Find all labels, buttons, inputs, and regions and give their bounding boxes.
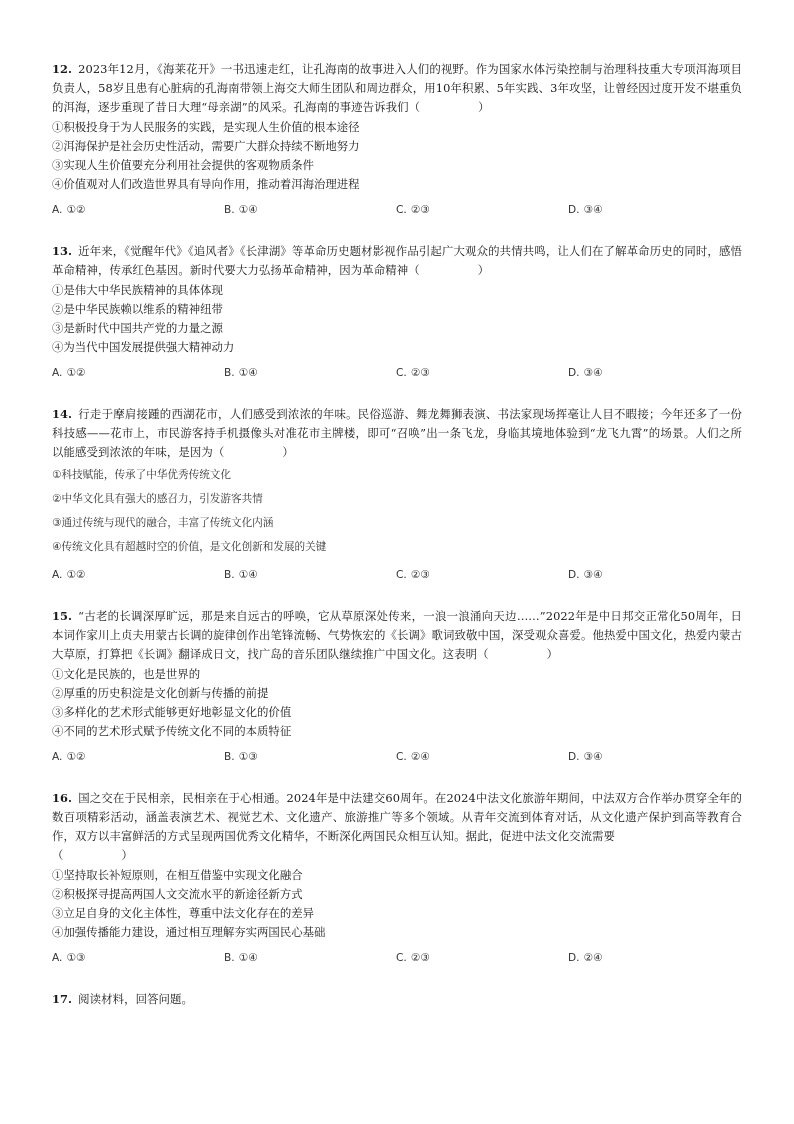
answer-options [52,367,742,379]
option-letter: D. [568,952,580,964]
stem-text: 2023年12月，《海莱花开》一书迅速走红，让孔海南的故事进入人们的视野。作为国家水体污染控制与治理科技重大专项洱海项目负责人，58岁且患有心脏病的孔海南带领上海交大师生团队和周边群众，用10年积累、5年实践、3年攻坚，让曾经因过度开发不堪重负的洱海，逐步重现了昔日大理“母亲湖”的风采。孔海南的事迹告诉我们（ [52,62,742,114]
statement: ④价值观对人们改造世界具有导向作用，推动着洱海治理进程 [52,177,360,191]
statement: ④不同的艺术形式赋予传统文化不同的本质特征 [52,724,292,738]
option-text: ①② [66,569,86,581]
option-text: ①④ [238,952,258,964]
question-number: 13. [52,244,73,258]
question-13 [52,242,742,379]
question-14 [52,405,742,581]
option-text: ③④ [583,569,603,581]
option-letter: C. [396,751,407,763]
question-stem [52,990,742,1009]
option-text: ③④ [583,367,603,379]
statement: ④加强传播能力建设，通过相互理解夯实两国民心基础 [52,925,326,939]
answer-options [52,952,742,964]
stem-text: 阅读材料，回答问题。 [78,992,194,1006]
option-text: ①④ [238,569,258,581]
question-stem [52,60,742,117]
option-d[interactable] [568,367,740,379]
option-a[interactable] [52,367,224,379]
option-letter: A. [52,367,63,379]
option-text: ①③ [238,751,258,763]
question-number: 16. [52,791,73,805]
option-letter: A. [52,204,63,216]
option-letter: B. [224,367,235,379]
option-c[interactable] [396,367,568,379]
option-letter: C. [396,569,407,581]
answer-options [52,569,742,581]
option-b[interactable] [224,569,396,581]
statement: ①积极投身于为人民服务的实践，是实现人生价值的根本途径 [52,120,360,134]
statement: ③是新时代中国共产党的力量之源 [52,321,223,335]
option-b[interactable] [224,751,396,763]
statement: ②是中华民族赖以维系的精神纽带 [52,302,223,316]
option-letter: D. [568,751,580,763]
option-text: ②③ [410,367,430,379]
option-text: ①④ [238,204,258,216]
option-letter: D. [568,367,580,379]
option-a[interactable] [52,751,224,763]
statement: ③通过传统与现代的融合，丰富了传统文化内涵 [52,517,274,529]
option-c[interactable] [396,952,568,964]
stem-close-paren: ） [282,445,294,459]
answer-options [52,204,742,216]
question-stem [52,789,742,865]
option-text: ②③ [410,204,430,216]
option-text: ③④ [583,751,603,763]
option-a[interactable] [52,204,224,216]
question-stem [52,405,742,462]
option-letter: A. [52,952,63,964]
stem-text: “古老的长调深厚旷远，那是来自远古的呼唤，它从草原深处传来，一浪一浪涌向天边……”2022年是中日邦交正常化50周年，日本词作家川上贞夫用蒙古长调的旋律创作出笔锋流畅、气势恢宏的《长调》歌词致敬中国，深受观众喜爱。他热爱中国文化，热爱内蒙古大草原，打算把《长调》翻译成日文，找广岛的音乐团队继续推广中国文化。这表明（ [52,609,742,661]
statement: ①坚持取长补短原则，在相互借鉴中实现文化融合 [52,868,303,882]
statement-list [52,866,742,942]
option-a[interactable] [52,569,224,581]
option-text: ①② [66,751,86,763]
statement: ③立足自身的文化主体性，尊重中法文化存在的差异 [52,906,314,920]
stem-close-paren: ） [478,100,490,114]
question-15 [52,607,742,763]
stem-text: 行走于摩肩接踵的西湖花市，人们感受到浓浓的年味。民俗巡游、舞龙舞狮表演、书法家现场挥毫让人目不暇接；今年还多了一份科技感——花市上，市民游客持手机摄像头对准花市主牌楼，即可“召唤”出一条飞龙，身临其境地体验到“龙飞九霄”的场景。人们之所以能感受到浓浓的年味，是因为（ [52,407,742,459]
question-16 [52,789,742,964]
statement: ④传统文化具有超越时空的价值，是文化创新和发展的关键 [52,541,327,553]
option-letter: D. [568,569,580,581]
option-letter: D. [568,204,580,216]
statement-list [52,118,742,194]
option-d[interactable] [568,952,740,964]
option-c[interactable] [396,569,568,581]
stem-text: 近年来，《觉醒年代》《追风者》《长津湖》等革命历史题材影视作品引起广大观众的共情共鸣，让人们在了解革命历史的同时，感悟革命精神，传承红色基因。新时代要大力弘扬革命精神，因为革命精神（ [52,244,742,277]
question-number: 14. [52,407,73,421]
option-d[interactable] [568,204,740,216]
question-12 [52,60,742,216]
option-text: ①④ [238,367,258,379]
option-letter: C. [396,952,407,964]
option-c[interactable] [396,204,568,216]
statement: ①是伟大中华民族精神的具体体现 [52,283,223,297]
statement: ③实现人生价值要充分利用社会提供的客观物质条件 [52,158,314,172]
option-letter: C. [396,204,407,216]
statement-list [52,281,742,357]
statement: ④为当代中国发展提供强大精神动力 [52,340,235,354]
statement: ①科技赋能，传承了中华优秀传统文化 [52,469,231,481]
question-number: 17. [52,992,73,1006]
stem-close-paren: ） [121,848,133,862]
option-b[interactable] [224,952,396,964]
statement: ②厚重的历史积淀是文化创新与传播的前提 [52,686,269,700]
question-stem [52,242,742,280]
option-d[interactable] [568,751,740,763]
option-text: ①② [66,204,86,216]
statement-list [52,463,742,559]
option-text: ①② [66,367,86,379]
option-text: ③④ [583,204,603,216]
option-letter: A. [52,569,63,581]
statement: ③多样化的艺术形式能够更好地彰显文化的价值 [52,705,292,719]
option-c[interactable] [396,751,568,763]
statement: ②洱海保护是社会历史性活动，需要广大群众持续不断地努力 [52,139,360,153]
option-letter: C. [396,367,407,379]
question-17 [52,990,742,1009]
option-text: ①③ [66,952,86,964]
option-text: ②③ [410,952,430,964]
option-letter: B. [224,952,235,964]
option-b[interactable] [224,367,396,379]
question-stem [52,607,742,664]
stem-close-paren: ） [477,263,490,277]
option-letter: B. [224,569,235,581]
option-letter: A. [52,751,63,763]
stem-open-paren: （ [52,848,64,862]
option-text: ②③ [410,569,430,581]
stem-close-paren: ） [546,647,559,661]
statement: ②中华文化具有强大的感召力，引发游客共情 [52,493,263,505]
statement: ①文化是民族的，也是世界的 [52,667,201,681]
option-a[interactable] [52,952,224,964]
option-text: ②④ [583,952,603,964]
option-text: ②④ [410,751,430,763]
option-d[interactable] [568,569,740,581]
statement-list [52,665,742,741]
question-number: 12. [52,62,73,76]
option-b[interactable] [224,204,396,216]
option-letter: B. [224,204,235,216]
stem-text: 国之交在于民相亲，民相亲在于心相通。2024年是中法建交60周年。在2024中法文化旅游年期间，中法双方合作举办贯穿全年的数百项精彩活动，涵盖表演艺术、视觉艺术、文化遗产、旅游推广等多个领域。从青年交流到体育对话，从文化遗产保护到高等教育合作，双方以丰富鲜活的方式呈现两国优秀文化精华，不断深化两国民众相互认知。据此，促进中法文化交流需要 [52,791,742,843]
question-number: 15. [52,609,73,623]
option-letter: B. [224,751,235,763]
answer-options [52,751,742,763]
statement: ②积极探寻提高两国人文交流水平的新途径新方式 [52,887,303,901]
